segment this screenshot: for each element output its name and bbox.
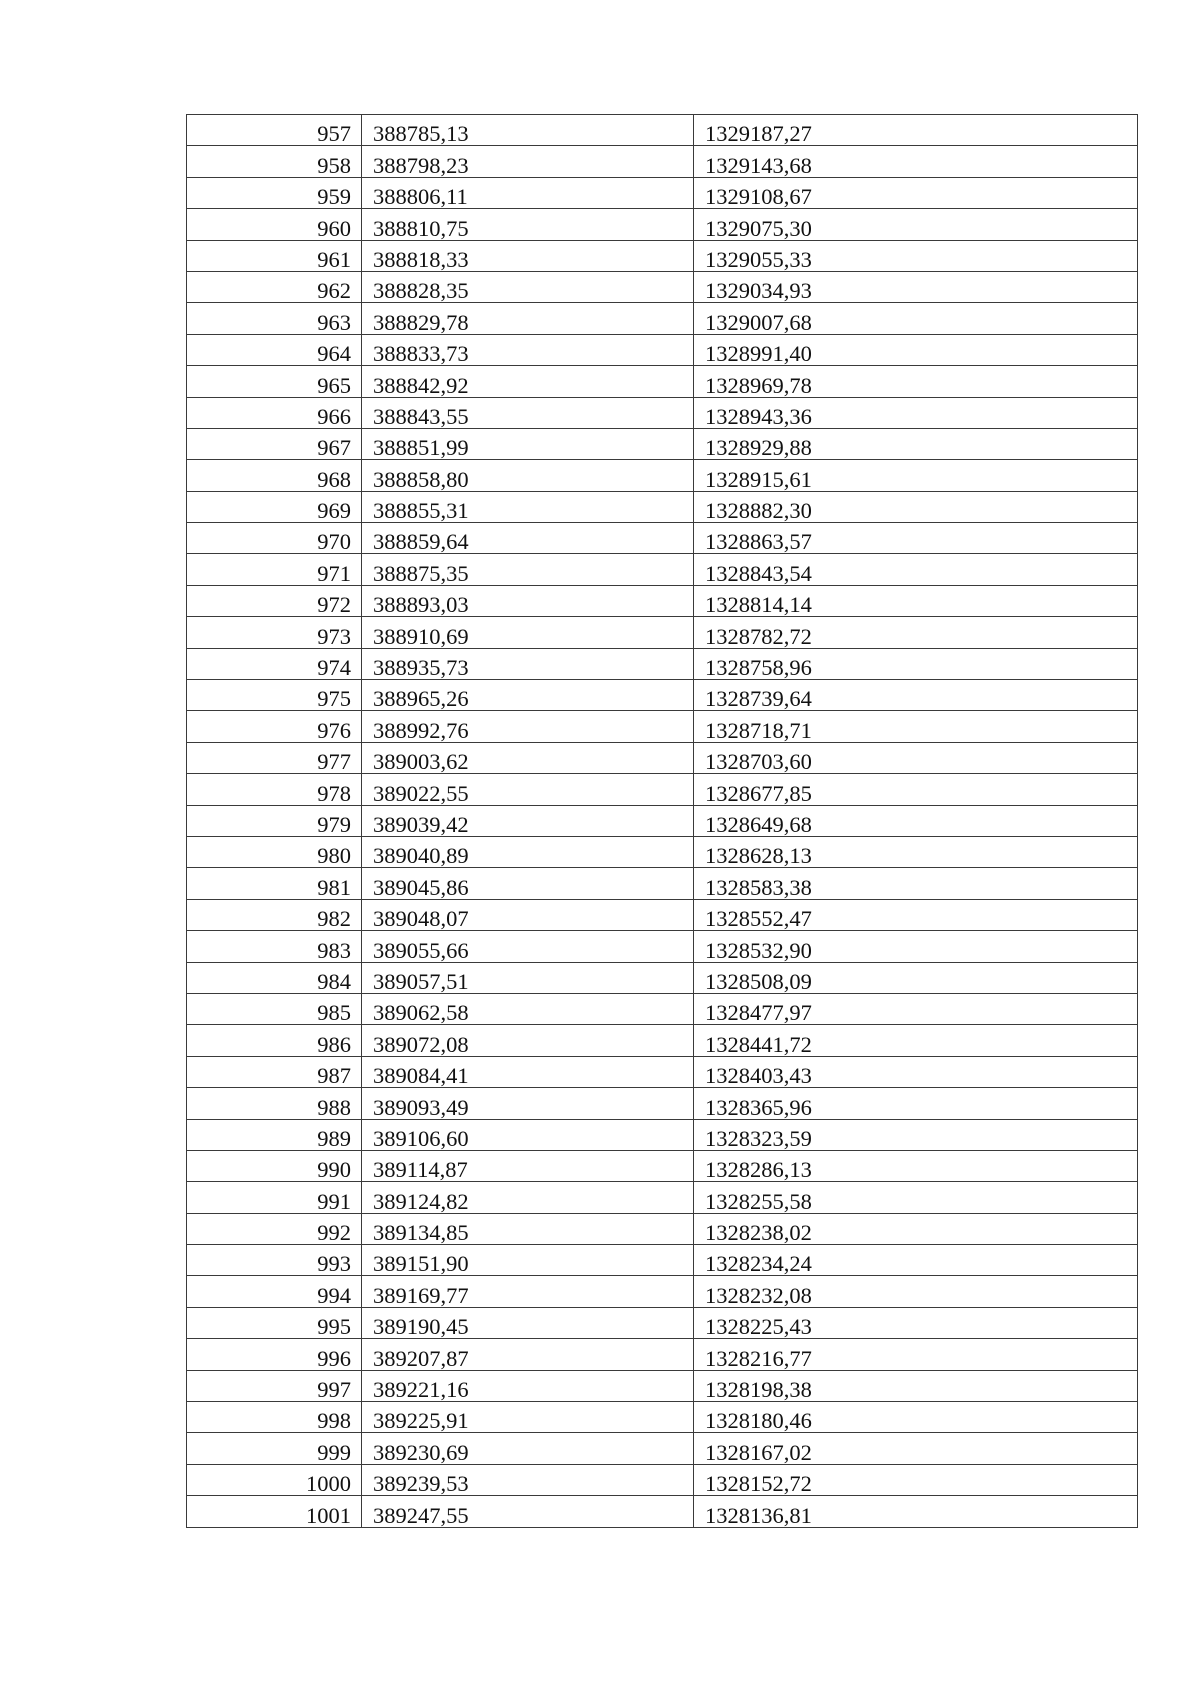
x-coordinate-cell: 388798,23 [362,146,694,177]
point-number-cell: 994 [187,1276,362,1307]
point-number-cell: 985 [187,993,362,1024]
x-coordinate-cell: 389022,55 [362,774,694,805]
x-coordinate-cell: 389093,49 [362,1088,694,1119]
point-number-cell: 960 [187,209,362,240]
point-number-cell: 989 [187,1119,362,1150]
table-row [187,868,1138,899]
y-coordinate-cell: 1328532,90 [694,931,1138,962]
table-row [187,1088,1138,1119]
point-number-cell: 1000 [187,1464,362,1495]
point-number-cell: 992 [187,1213,362,1244]
table-row [187,931,1138,962]
point-number-cell: 958 [187,146,362,177]
y-coordinate-cell: 1328152,72 [694,1464,1138,1495]
y-coordinate-cell: 1328136,81 [694,1496,1138,1527]
y-coordinate-cell: 1328552,47 [694,899,1138,930]
table-row [187,554,1138,585]
table-row [187,491,1138,522]
x-coordinate-cell: 389003,62 [362,742,694,773]
point-number-cell: 971 [187,554,362,585]
table-row [187,1433,1138,1464]
x-coordinate-cell: 388785,13 [362,115,694,146]
y-coordinate-cell: 1328843,54 [694,554,1138,585]
y-coordinate-cell: 1328969,78 [694,366,1138,397]
table-row [187,1025,1138,1056]
table-row [187,397,1138,428]
x-coordinate-cell: 388828,35 [362,271,694,302]
x-coordinate-cell: 389207,87 [362,1339,694,1370]
table-row [187,993,1138,1024]
y-coordinate-cell: 1328718,71 [694,711,1138,742]
point-number-cell: 997 [187,1370,362,1401]
point-number-cell: 978 [187,774,362,805]
x-coordinate-cell: 388935,73 [362,648,694,679]
x-coordinate-cell: 389057,51 [362,962,694,993]
x-coordinate-cell: 389040,89 [362,836,694,867]
table-row [187,1276,1138,1307]
point-number-cell: 962 [187,271,362,302]
point-number-cell: 988 [187,1088,362,1119]
y-coordinate-cell: 1328323,59 [694,1119,1138,1150]
table-row [187,1150,1138,1181]
point-number-cell: 969 [187,491,362,522]
point-number-cell: 981 [187,868,362,899]
table-row [187,460,1138,491]
y-coordinate-cell: 1328232,08 [694,1276,1138,1307]
x-coordinate-cell: 389169,77 [362,1276,694,1307]
y-coordinate-cell: 1328739,64 [694,680,1138,711]
point-number-cell: 972 [187,585,362,616]
table-row [187,334,1138,365]
point-number-cell: 964 [187,334,362,365]
point-number-cell: 973 [187,617,362,648]
point-number-cell: 967 [187,428,362,459]
y-coordinate-cell: 1328238,02 [694,1213,1138,1244]
y-coordinate-cell: 1328782,72 [694,617,1138,648]
x-coordinate-cell: 389134,85 [362,1213,694,1244]
point-number-cell: 983 [187,931,362,962]
x-coordinate-cell: 389225,91 [362,1402,694,1433]
point-number-cell: 995 [187,1307,362,1338]
y-coordinate-cell: 1328403,43 [694,1056,1138,1087]
x-coordinate-cell: 389247,55 [362,1496,694,1527]
point-number-cell: 984 [187,962,362,993]
x-coordinate-cell: 388833,73 [362,334,694,365]
y-coordinate-cell: 1328677,85 [694,774,1138,805]
point-number-cell: 986 [187,1025,362,1056]
x-coordinate-cell: 388851,99 [362,428,694,459]
table-row [187,366,1138,397]
point-number-cell: 968 [187,460,362,491]
y-coordinate-cell: 1328234,24 [694,1245,1138,1276]
x-coordinate-cell: 388910,69 [362,617,694,648]
y-coordinate-cell: 1328929,88 [694,428,1138,459]
y-coordinate-cell: 1328255,58 [694,1182,1138,1213]
point-number-cell: 990 [187,1150,362,1181]
y-coordinate-cell: 1328915,61 [694,460,1138,491]
table-row [187,115,1138,146]
table-row [187,680,1138,711]
y-coordinate-cell: 1329187,27 [694,115,1138,146]
x-coordinate-cell: 389221,16 [362,1370,694,1401]
table-row [187,177,1138,208]
table-row [187,1182,1138,1213]
y-coordinate-cell: 1328286,13 [694,1150,1138,1181]
point-number-cell: 980 [187,836,362,867]
point-number-cell: 974 [187,648,362,679]
y-coordinate-cell: 1328167,02 [694,1433,1138,1464]
table-row [187,585,1138,616]
y-coordinate-cell: 1328649,68 [694,805,1138,836]
table-row [187,1339,1138,1370]
x-coordinate-cell: 389190,45 [362,1307,694,1338]
point-number-cell: 970 [187,523,362,554]
point-number-cell: 959 [187,177,362,208]
y-coordinate-cell: 1328365,96 [694,1088,1138,1119]
x-coordinate-cell: 388965,26 [362,680,694,711]
table-row [187,146,1138,177]
point-number-cell: 957 [187,115,362,146]
table-row [187,1402,1138,1433]
x-coordinate-cell: 388843,55 [362,397,694,428]
x-coordinate-cell: 389114,87 [362,1150,694,1181]
x-coordinate-cell: 389124,82 [362,1182,694,1213]
point-number-cell: 975 [187,680,362,711]
x-coordinate-cell: 388818,33 [362,240,694,271]
point-number-cell: 965 [187,366,362,397]
y-coordinate-cell: 1328508,09 [694,962,1138,993]
table-row [187,523,1138,554]
table-row [187,271,1138,302]
x-coordinate-cell: 388992,76 [362,711,694,742]
point-number-cell: 979 [187,805,362,836]
y-coordinate-cell: 1329034,93 [694,271,1138,302]
point-number-cell: 998 [187,1402,362,1433]
coordinates-table [186,114,1138,1528]
table-row [187,209,1138,240]
x-coordinate-cell: 388855,31 [362,491,694,522]
table-row [187,1245,1138,1276]
x-coordinate-cell: 389048,07 [362,899,694,930]
y-coordinate-cell: 1328198,38 [694,1370,1138,1401]
x-coordinate-cell: 388858,80 [362,460,694,491]
point-number-cell: 993 [187,1245,362,1276]
point-number-cell: 1001 [187,1496,362,1527]
y-coordinate-cell: 1328477,97 [694,993,1138,1024]
x-coordinate-cell: 388893,03 [362,585,694,616]
y-coordinate-cell: 1328758,96 [694,648,1138,679]
table-row [187,648,1138,679]
point-number-cell: 999 [187,1433,362,1464]
y-coordinate-cell: 1329075,30 [694,209,1138,240]
table-row [187,962,1138,993]
table-row [187,240,1138,271]
table-row [187,836,1138,867]
x-coordinate-cell: 388806,11 [362,177,694,208]
y-coordinate-cell: 1328991,40 [694,334,1138,365]
y-coordinate-cell: 1328583,38 [694,868,1138,899]
y-coordinate-cell: 1328180,46 [694,1402,1138,1433]
x-coordinate-cell: 388842,92 [362,366,694,397]
x-coordinate-cell: 388810,75 [362,209,694,240]
point-number-cell: 977 [187,742,362,773]
y-coordinate-cell: 1329055,33 [694,240,1138,271]
x-coordinate-cell: 389106,60 [362,1119,694,1150]
table-row [187,1370,1138,1401]
x-coordinate-cell: 388829,78 [362,303,694,334]
table-row [187,899,1138,930]
point-number-cell: 966 [187,397,362,428]
y-coordinate-cell: 1328703,60 [694,742,1138,773]
x-coordinate-cell: 389039,42 [362,805,694,836]
table-row [187,1119,1138,1150]
x-coordinate-cell: 389055,66 [362,931,694,962]
table-row [187,805,1138,836]
table-row [187,742,1138,773]
table-row [187,1213,1138,1244]
y-coordinate-cell: 1328863,57 [694,523,1138,554]
table-row [187,1464,1138,1495]
y-coordinate-cell: 1329143,68 [694,146,1138,177]
y-coordinate-cell: 1329007,68 [694,303,1138,334]
point-number-cell: 963 [187,303,362,334]
table-row [187,303,1138,334]
x-coordinate-cell: 388875,35 [362,554,694,585]
point-number-cell: 982 [187,899,362,930]
y-coordinate-cell: 1328628,13 [694,836,1138,867]
point-number-cell: 976 [187,711,362,742]
x-coordinate-cell: 389151,90 [362,1245,694,1276]
point-number-cell: 961 [187,240,362,271]
y-coordinate-cell: 1328814,14 [694,585,1138,616]
y-coordinate-cell: 1329108,67 [694,177,1138,208]
table-row [187,1307,1138,1338]
x-coordinate-cell: 389230,69 [362,1433,694,1464]
x-coordinate-cell: 389239,53 [362,1464,694,1495]
x-coordinate-cell: 389072,08 [362,1025,694,1056]
y-coordinate-cell: 1328225,43 [694,1307,1138,1338]
y-coordinate-cell: 1328216,77 [694,1339,1138,1370]
x-coordinate-cell: 389062,58 [362,993,694,1024]
y-coordinate-cell: 1328943,36 [694,397,1138,428]
table-row [187,774,1138,805]
x-coordinate-cell: 388859,64 [362,523,694,554]
table-row [187,617,1138,648]
point-number-cell: 996 [187,1339,362,1370]
point-number-cell: 991 [187,1182,362,1213]
table-row [187,1056,1138,1087]
table-row [187,1496,1138,1527]
y-coordinate-cell: 1328882,30 [694,491,1138,522]
x-coordinate-cell: 389084,41 [362,1056,694,1087]
y-coordinate-cell: 1328441,72 [694,1025,1138,1056]
table-row [187,711,1138,742]
coordinates-table-body [187,115,1138,1528]
point-number-cell: 987 [187,1056,362,1087]
x-coordinate-cell: 389045,86 [362,868,694,899]
table-row [187,428,1138,459]
